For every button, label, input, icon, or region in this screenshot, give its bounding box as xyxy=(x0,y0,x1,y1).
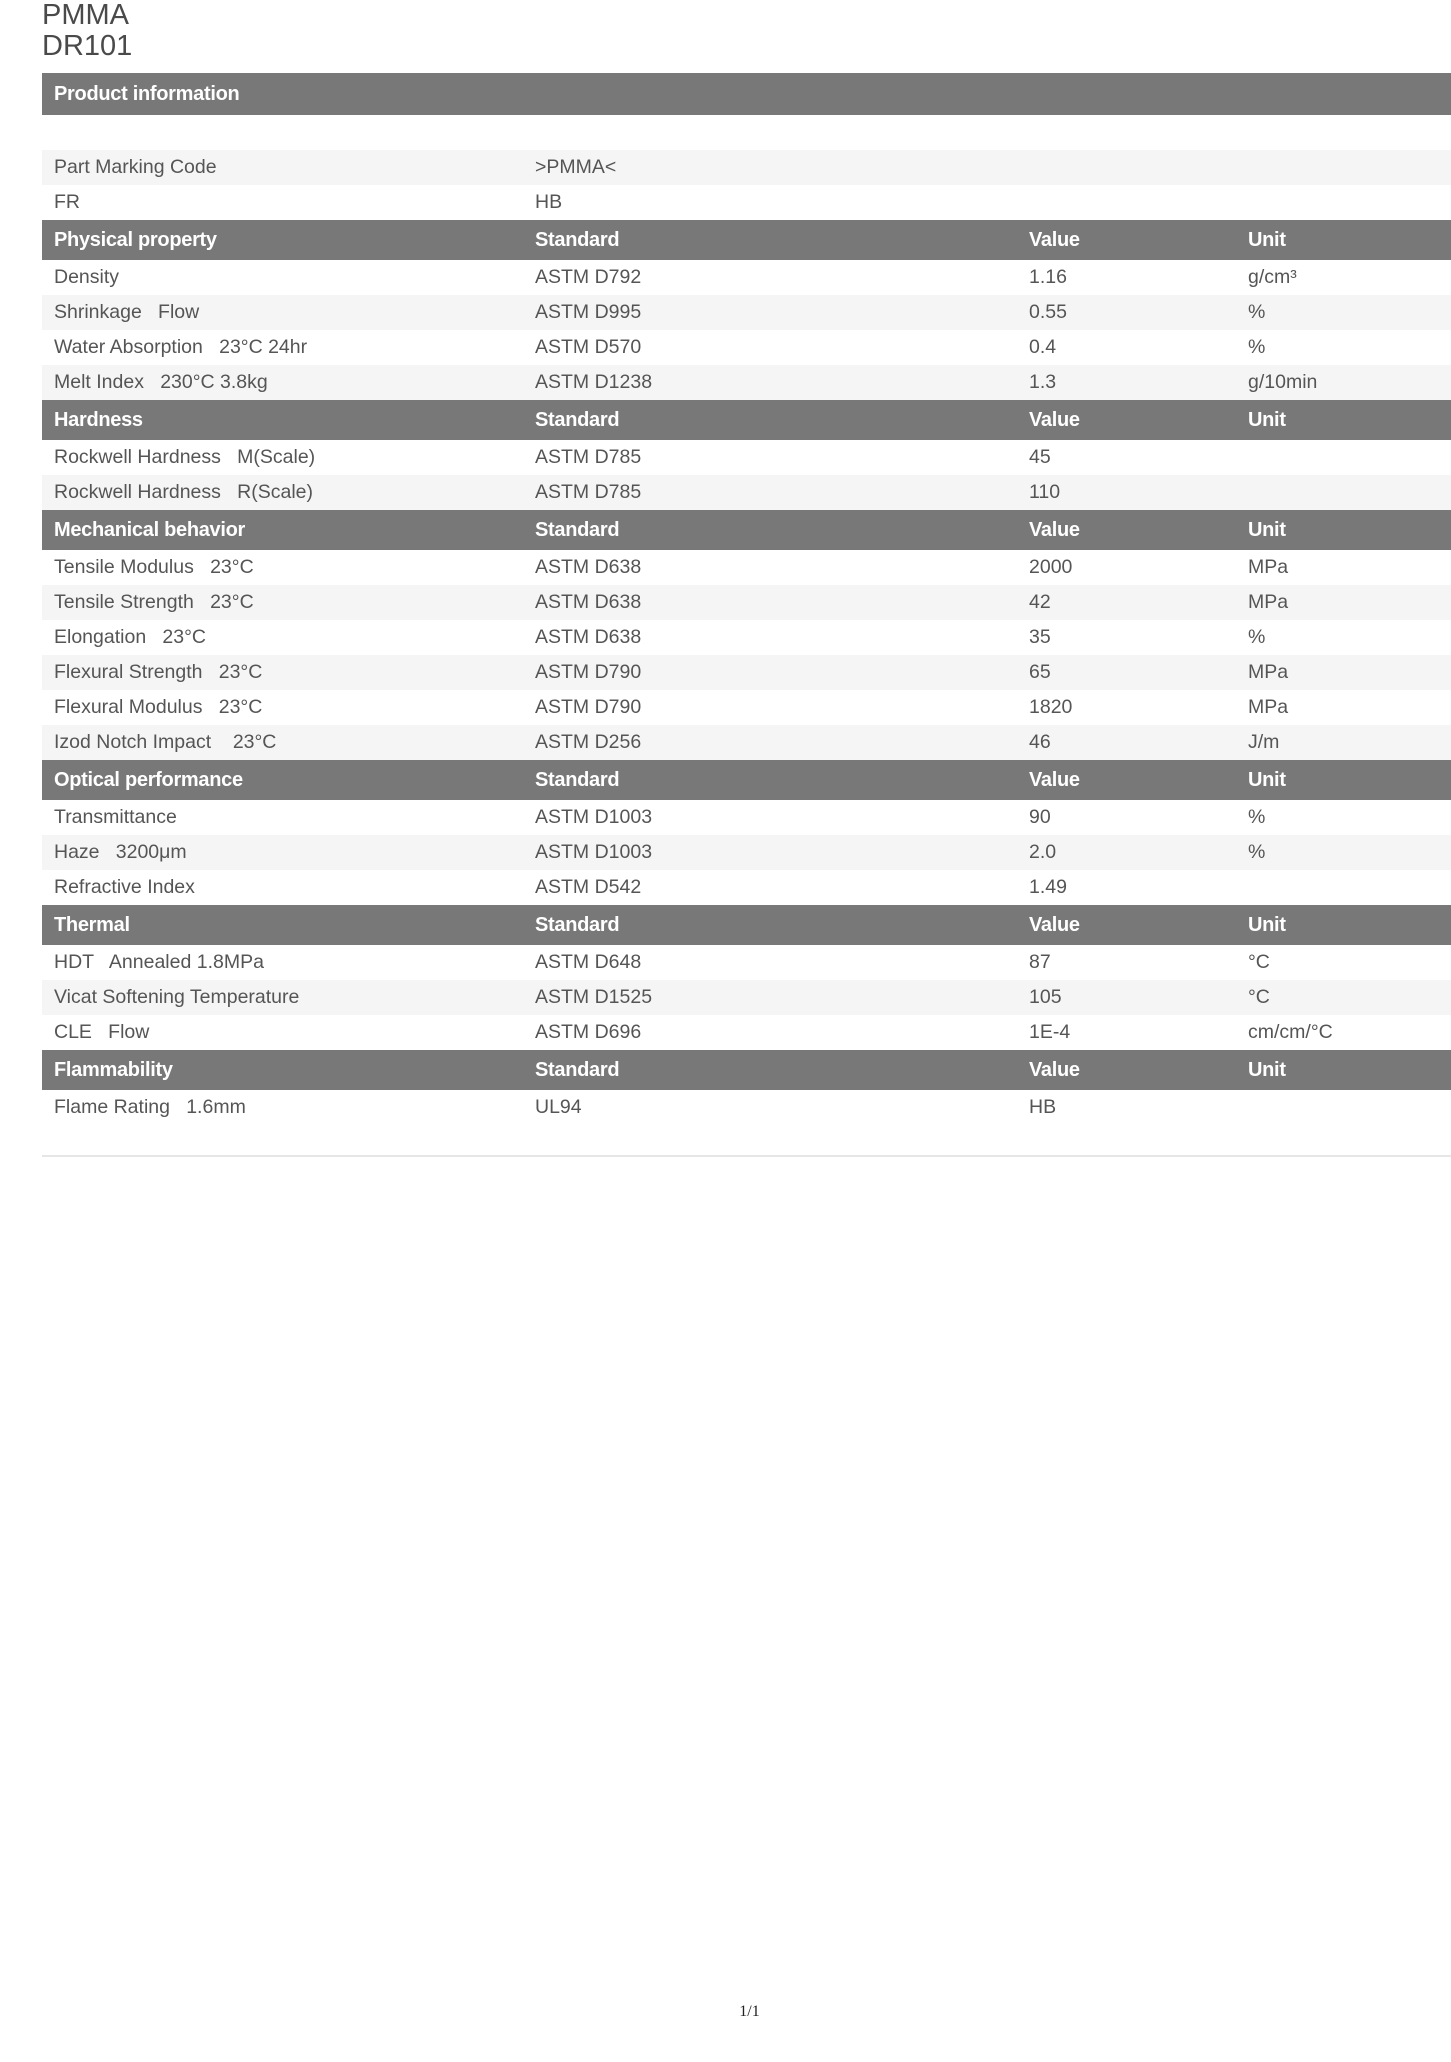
section-title: Thermal xyxy=(54,913,130,936)
document-title xyxy=(42,0,132,62)
property-name: Shrinkage Flow xyxy=(54,301,200,323)
unit: % xyxy=(1248,841,1266,863)
value: 0.55 xyxy=(1029,301,1067,323)
table-row xyxy=(42,725,1451,760)
column-header-unit: Unit xyxy=(1248,518,1286,541)
standard: ASTM D1003 xyxy=(535,841,653,863)
property-name: Tensile Strength 23°C xyxy=(54,591,254,613)
standard: ASTM D792 xyxy=(535,266,642,288)
property-name: Vicat Softening Temperature xyxy=(54,986,300,1008)
value: 46 xyxy=(1029,731,1051,753)
property-name: Rockwell Hardness R(Scale) xyxy=(54,481,313,503)
property-name: Izod Notch Impact 23°C xyxy=(54,731,277,753)
standard: ASTM D696 xyxy=(535,1021,642,1043)
spacer xyxy=(42,1125,1451,1155)
unit: °C xyxy=(1248,951,1270,973)
material-name: PMMA xyxy=(42,0,129,31)
value: 0.4 xyxy=(1029,336,1057,358)
table-row xyxy=(42,185,1451,220)
property-name: Density xyxy=(54,266,120,288)
standard: ASTM D638 xyxy=(535,556,642,578)
unit: % xyxy=(1248,301,1266,323)
standard: ASTM D790 xyxy=(535,661,642,683)
column-header-value: Value xyxy=(1029,1058,1080,1081)
section-header-physical-property xyxy=(42,220,1451,260)
table-bottom-divider xyxy=(42,1155,1451,1157)
unit: g/10min xyxy=(1248,371,1318,393)
section-header-optical-performance xyxy=(42,760,1451,800)
section-title: Mechanical behavior xyxy=(54,518,246,541)
grade-name: DR101 xyxy=(42,30,133,62)
property-name: Flexural Strength 23°C xyxy=(54,661,263,683)
table-row xyxy=(42,550,1451,585)
table-row xyxy=(42,1090,1451,1125)
section-header-thermal xyxy=(42,905,1451,945)
property-name: Melt Index 230°C 3.8kg xyxy=(54,371,268,393)
standard: ASTM D785 xyxy=(535,481,642,503)
spacer xyxy=(42,115,1451,150)
column-header-standard: Standard xyxy=(535,1058,620,1081)
value: 1.49 xyxy=(1029,876,1067,898)
section-header-product-information xyxy=(42,73,1451,115)
unit: % xyxy=(1248,626,1266,648)
column-header-value: Value xyxy=(1029,768,1080,791)
unit: % xyxy=(1248,336,1266,358)
standard: ASTM D995 xyxy=(535,301,642,323)
unit: °C xyxy=(1248,986,1270,1008)
section-title: Flammability xyxy=(54,1058,173,1081)
standard: ASTM D1525 xyxy=(535,986,653,1008)
table-row xyxy=(42,870,1451,905)
table-row xyxy=(42,260,1451,295)
section-title: Optical performance xyxy=(54,768,243,791)
value: 45 xyxy=(1029,446,1051,468)
section-title: Hardness xyxy=(54,408,143,431)
column-header-value: Value xyxy=(1029,228,1080,251)
unit: J/m xyxy=(1248,731,1280,753)
table-row xyxy=(42,835,1451,870)
value: 2000 xyxy=(1029,556,1073,578)
section-header-hardness xyxy=(42,400,1451,440)
property-name: Elongation 23°C xyxy=(54,626,206,648)
unit: MPa xyxy=(1248,591,1289,613)
standard: ASTM D648 xyxy=(535,951,642,973)
table-row xyxy=(42,620,1451,655)
value: 110 xyxy=(1029,481,1061,503)
column-header-standard: Standard xyxy=(535,518,620,541)
unit: MPa xyxy=(1248,556,1289,578)
value: 65 xyxy=(1029,661,1051,683)
property-name: Flexural Modulus 23°C xyxy=(54,696,263,718)
value: 87 xyxy=(1029,951,1051,973)
unit: MPa xyxy=(1248,661,1289,683)
column-header-unit: Unit xyxy=(1248,228,1286,251)
column-header-standard: Standard xyxy=(535,408,620,431)
property-name: Water Absorption 23°C 24hr xyxy=(54,336,308,358)
standard: ASTM D1238 xyxy=(535,371,653,393)
property-name: Rockwell Hardness M(Scale) xyxy=(54,446,316,468)
property-name: Haze 3200μm xyxy=(54,841,187,863)
property-name: CLE Flow xyxy=(54,1021,150,1043)
column-header-value: Value xyxy=(1029,408,1080,431)
table-row xyxy=(42,1015,1451,1050)
section-title: Product information xyxy=(54,82,240,105)
property-name: Refractive Index xyxy=(54,876,195,898)
value: 105 xyxy=(1029,986,1062,1008)
table-row xyxy=(42,330,1451,365)
table-row xyxy=(42,690,1451,725)
table-row xyxy=(42,585,1451,620)
table-row xyxy=(42,365,1451,400)
standard: UL94 xyxy=(535,1096,582,1118)
table-row xyxy=(42,980,1451,1015)
table-row xyxy=(42,150,1451,185)
value: 42 xyxy=(1029,591,1051,613)
value: 1820 xyxy=(1029,696,1073,718)
property-name: Flame Rating 1.6mm xyxy=(54,1096,246,1118)
unit: g/cm³ xyxy=(1248,266,1297,288)
property-name: HDT Annealed 1.8MPa xyxy=(54,951,264,973)
datasheet-table xyxy=(42,73,1451,1157)
value: 2.0 xyxy=(1029,841,1057,863)
section-header-mechanical-behavior xyxy=(42,510,1451,550)
value: 35 xyxy=(1029,626,1051,648)
column-header-unit: Unit xyxy=(1248,1058,1286,1081)
column-header-standard: Standard xyxy=(535,913,620,936)
standard: ASTM D638 xyxy=(535,591,642,613)
standard: ASTM D1003 xyxy=(535,806,653,828)
column-header-unit: Unit xyxy=(1248,408,1286,431)
unit: MPa xyxy=(1248,696,1289,718)
table-row xyxy=(42,440,1451,475)
standard: ASTM D256 xyxy=(535,731,642,753)
column-header-standard: Standard xyxy=(535,768,620,791)
section-header-flammability xyxy=(42,1050,1451,1090)
table-row xyxy=(42,800,1451,835)
property-label: FR xyxy=(54,191,80,213)
column-header-unit: Unit xyxy=(1248,913,1286,936)
standard: ASTM D785 xyxy=(535,446,642,468)
standard: ASTM D790 xyxy=(535,696,642,718)
value: 1.16 xyxy=(1029,266,1067,288)
property-name: Transmittance xyxy=(54,806,177,828)
standard: ASTM D570 xyxy=(535,336,642,358)
table-row xyxy=(42,295,1451,330)
table-row xyxy=(42,655,1451,690)
column-header-value: Value xyxy=(1029,518,1080,541)
property-value: HB xyxy=(535,191,563,213)
unit: cm/cm/°C xyxy=(1248,1021,1333,1043)
property-value: >PMMA< xyxy=(535,156,617,178)
value: 90 xyxy=(1029,806,1051,828)
column-header-value: Value xyxy=(1029,913,1080,936)
unit: % xyxy=(1248,806,1266,828)
table-row xyxy=(42,475,1451,510)
standard: ASTM D638 xyxy=(535,626,642,648)
page-number: 1/1 xyxy=(739,2003,760,2020)
property-name: Tensile Modulus 23°C xyxy=(54,556,254,578)
value: HB xyxy=(1029,1096,1057,1118)
value: 1E-4 xyxy=(1029,1021,1071,1043)
property-label: Part Marking Code xyxy=(54,156,217,178)
column-header-unit: Unit xyxy=(1248,768,1286,791)
section-title: Physical property xyxy=(54,228,217,251)
column-header-standard: Standard xyxy=(535,228,620,251)
value: 1.3 xyxy=(1029,371,1057,393)
table-row xyxy=(42,945,1451,980)
standard: ASTM D542 xyxy=(535,876,642,898)
